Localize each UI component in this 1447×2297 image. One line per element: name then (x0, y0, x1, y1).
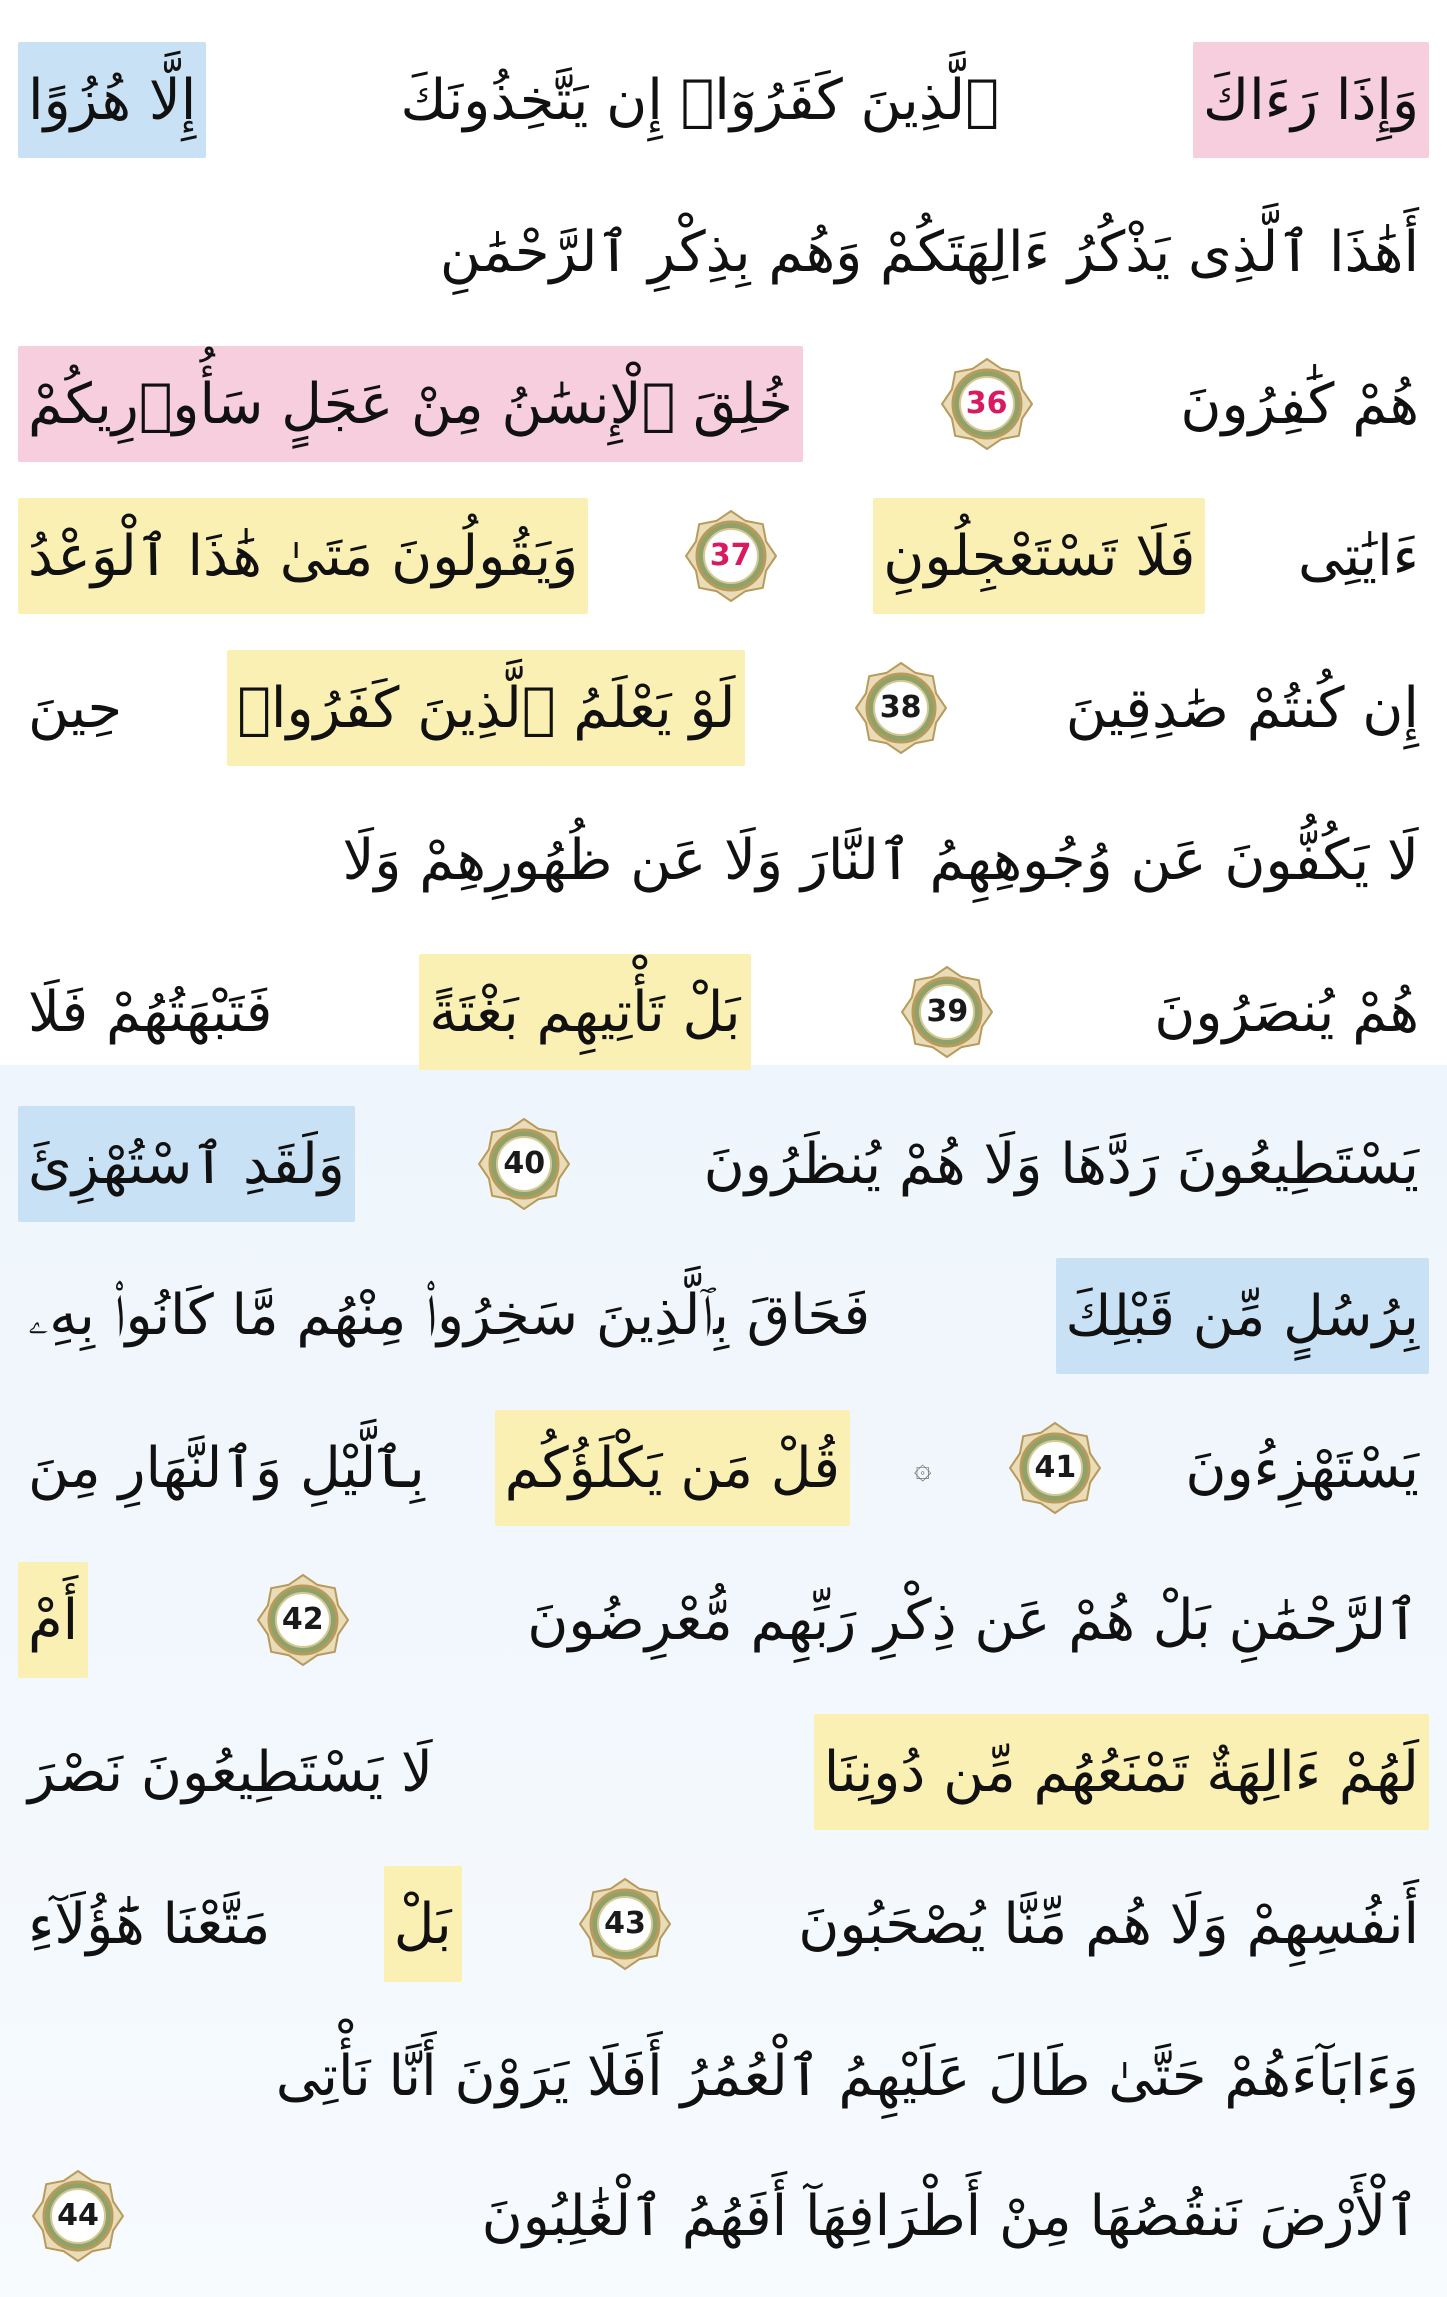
ayah-number-marker (257, 1574, 349, 1666)
verse-text: هُمْ يُنصَرُونَ (1154, 979, 1419, 1045)
verse-text: ٱلرَّحْمَٰنِ بَلْ هُمْ عَن ذِكْرِ رَبِّهِم مُّعْرِضُونَ (527, 1587, 1419, 1653)
highlighted-verse-text: لَوْ يَعْلَمُ ٱلَّذِينَ كَفَرُوا۟ (227, 650, 745, 766)
verse-text: حِينَ (28, 675, 123, 741)
ayah-number: 40 (503, 1146, 546, 1181)
verse-text: ٱلَّذِينَ كَفَرُوٓا۟ إِن يَتَّخِذُونَكَ (400, 67, 999, 133)
verse-text: هُمْ كَٰفِرُونَ (1180, 371, 1419, 437)
ayah-number-marker (901, 966, 993, 1058)
ayah-number-marker (855, 662, 947, 754)
ayah-number-marker (685, 510, 777, 602)
verse-text: فَحَاقَ بِٱلَّذِينَ سَخِرُوا۟ مِنْهُم مَّا كَانُوا۟ بِهِۦ (28, 1283, 871, 1348)
verse-line (18, 1393, 1429, 1543)
ayah-number: 37 (709, 538, 752, 573)
ayah-number-marker (1009, 1422, 1101, 1514)
verse-text: وَءَابَآءَهُمْ حَتَّىٰ طَالَ عَلَيْهِمُ ٱلْعُمُرُ أَفَلَا يَرَوْنَ أَنَّا نَأْتِى (275, 2043, 1419, 2109)
verse-text: مَتَّعْنَا هَٰٓؤُلَآءِ (28, 1891, 271, 1957)
ayah-number: 44 (57, 2198, 99, 2233)
highlighted-verse-text: وَلَقَدِ ٱسْتُهْزِئَ (18, 1106, 355, 1222)
ayah-number: 43 (604, 1906, 646, 1941)
verse-line (18, 1241, 1429, 1391)
verse-line (18, 1545, 1429, 1695)
verse-line (18, 937, 1429, 1087)
verse-line (18, 25, 1429, 175)
verse-text: يَسْتَهْزِءُونَ (1185, 1435, 1419, 1501)
highlighted-verse-text: قُلْ مَن يَكْلَؤُكُم (495, 1410, 850, 1526)
verse-line (18, 2001, 1429, 2151)
highlighted-verse-text: خُلِقَ ٱلْإِنسَٰنُ مِنْ عَجَلٍ سَأُو۟رِيكُمْ (18, 346, 803, 462)
highlighted-verse-text: فَلَا تَسْتَعْجِلُونِ (873, 498, 1205, 614)
verse-line (18, 2141, 1429, 2291)
highlighted-verse-text: وَيَقُولُونَ مَتَىٰ هَٰذَا ٱلْوَعْدُ (18, 498, 588, 614)
verse-text: يَسْتَطِيعُونَ رَدَّهَا وَلَا هُمْ يُنظَرُونَ (703, 1131, 1419, 1197)
verse-text: ءَايَٰتِى (1297, 523, 1419, 589)
verse-line (18, 481, 1429, 631)
ayah-number: 41 (1034, 1450, 1077, 1485)
ayah-number-marker (32, 2170, 124, 2262)
verse-text: بِٱلَّيْلِ وَٱلنَّهَارِ مِنَ (28, 1435, 425, 1501)
ayah-number: 38 (879, 690, 922, 725)
highlighted-verse-text: بَلْ تَأْتِيهِم بَغْتَةً (419, 954, 750, 1070)
verse-line (18, 177, 1429, 327)
highlighted-verse-text: بَلْ (384, 1866, 462, 1982)
verse-text: فَتَبْهَتُهُمْ فَلَا (28, 979, 273, 1045)
ayah-number-marker (941, 358, 1033, 450)
verse-text: لَا يَكُفُّونَ عَن وُجُوهِهِمُ ٱلنَّارَ وَلَا عَن ظُهُورِهِمْ وَلَا (342, 827, 1419, 893)
ayah-number: 42 (281, 1602, 324, 1637)
ayah-number-marker (579, 1878, 671, 1970)
verse-line (18, 329, 1429, 479)
highlighted-verse-text: لَهُمْ ءَالِهَةٌ تَمْنَعُهُم مِّن دُونِنَا (814, 1714, 1429, 1830)
highlighted-verse-text: أَمْ (18, 1562, 88, 1678)
hizb-star-icon: ۞ (913, 1450, 932, 1486)
ayah-number: 39 (926, 994, 969, 1029)
ayah-number: 36 (965, 386, 1008, 421)
verse-text: أَهَٰذَا ٱلَّذِى يَذْكُرُ ءَالِهَتَكُمْ وَهُم بِذِكْرِ ٱلرَّحْمَٰنِ (439, 219, 1419, 285)
verse-text: ٱلْأَرْضَ نَنقُصُهَا مِنْ أَطْرَافِهَآ أَفَهُمُ ٱلْغَٰلِبُونَ (481, 2183, 1419, 2249)
verse-line (18, 785, 1429, 935)
highlighted-verse-text: بِرُسُلٍ مِّن قَبْلِكَ (1056, 1258, 1429, 1374)
verse-text: أَنفُسِهِمْ وَلَا هُم مِّنَّا يُصْحَبُونَ (798, 1891, 1419, 1957)
highlighted-verse-text: إِلَّا هُزُوًا (18, 42, 206, 158)
highlighted-verse-text: وَإِذَا رَءَاكَ (1193, 42, 1429, 158)
verse-text: لَا يَسْتَطِيعُونَ نَصْرَ (28, 1739, 433, 1805)
verse-text: إِن كُنتُمْ صَٰدِقِينَ (1065, 675, 1419, 741)
verse-line (18, 1849, 1429, 1999)
verse-line (18, 633, 1429, 783)
ayah-number-marker (478, 1118, 570, 1210)
verse-line (18, 1089, 1429, 1239)
verse-line (18, 1697, 1429, 1847)
